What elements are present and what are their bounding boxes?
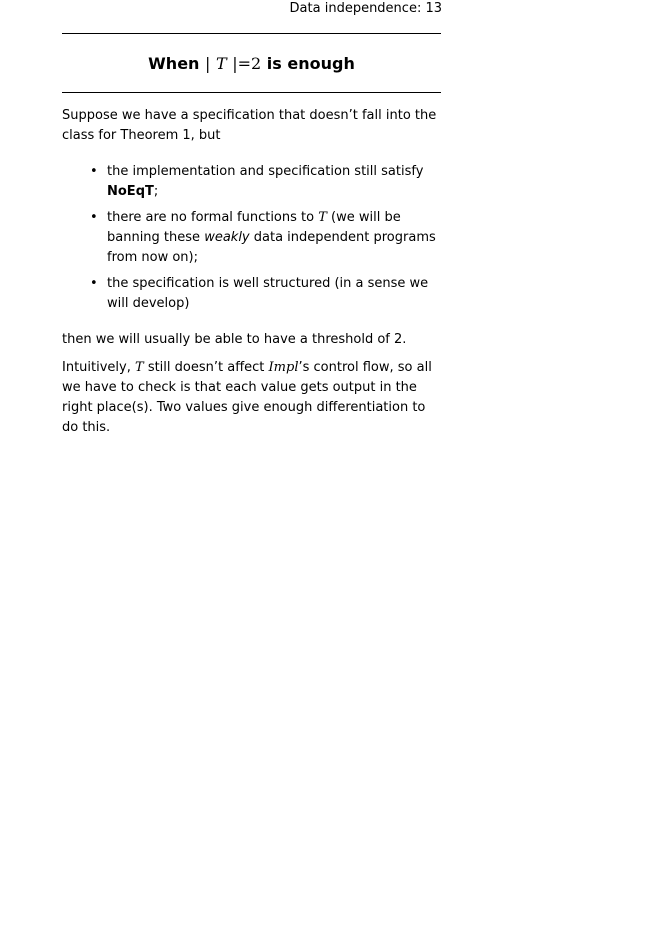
item2-text: there are no formal functions to — [107, 210, 315, 225]
condition-list — [62, 162, 441, 314]
list-item — [90, 274, 441, 314]
title-bottom-rule — [62, 92, 441, 93]
intuition-variable: T — [135, 360, 144, 375]
list-item — [90, 208, 441, 268]
item1-bold: NoEqT — [107, 184, 154, 199]
item2-mid: (we will be banning these — [107, 210, 401, 245]
intuition-prefix: Intuitively, — [62, 360, 131, 375]
item2-emph: weakly — [204, 230, 250, 245]
bullet-icon: • — [90, 164, 98, 179]
title-bar-left: | — [205, 54, 211, 73]
intuition-tail: ’s control flow, so all we have to check is that each value gets output in the right place(s). Two values give enough differentiation to do this. — [62, 360, 432, 435]
title-prefix: When — [148, 54, 200, 73]
intuition-paragraph — [62, 358, 441, 438]
slide-body — [62, 106, 441, 438]
bullet-icon: • — [90, 276, 98, 291]
item2-variable: T — [318, 210, 327, 225]
title-number: 2 — [251, 54, 262, 73]
title-variable: T — [215, 54, 227, 73]
item3-text: the specification is well structured (in a sense we will develop) — [107, 276, 429, 311]
conclusion-paragraph: then we will usually be able to have a threshold of 2. — [62, 332, 407, 347]
title-bar-right-equals: |= — [232, 54, 252, 73]
running-header: Data independence: 13 — [289, 1, 442, 16]
intuition-mid: still doesn’t affect — [147, 360, 265, 375]
slide-title — [62, 52, 441, 76]
bullet-icon: • — [90, 210, 98, 225]
item2-tail: data independent programs from now on); — [107, 230, 436, 265]
top-rule — [62, 33, 441, 34]
item1-tail: ; — [153, 184, 159, 199]
list-item — [90, 162, 441, 202]
item1-text: the implementation and specification still satisfy — [107, 164, 424, 179]
intuition-impl: Impl — [268, 360, 299, 375]
intro-paragraph: Suppose we have a specification that doesn’t fall into the class for Theorem 1, but — [62, 108, 437, 143]
title-suffix: is enough — [266, 54, 355, 73]
